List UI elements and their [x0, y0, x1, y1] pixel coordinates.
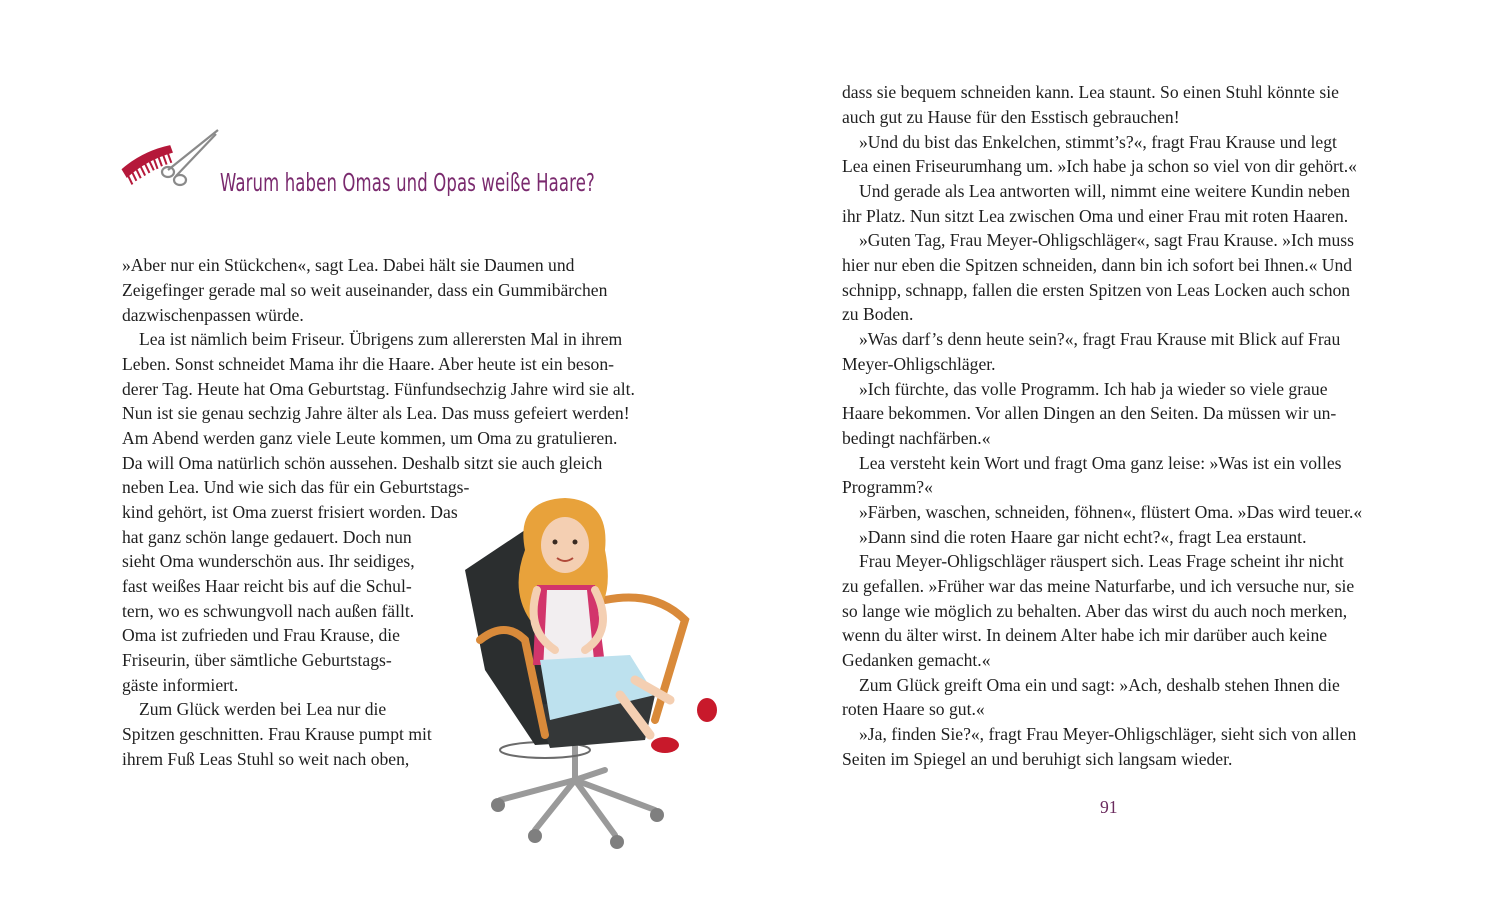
text-line: hat ganz schön lange gedauert. Doch nun	[122, 527, 412, 547]
text-line: Am Abend werden ganz viele Leute kommen, um Oma zu gratulieren.	[122, 428, 618, 448]
text-line: hier nur eben die Spitzen schneiden, dann bin ich sofort bei Ihnen.« Und	[842, 255, 1353, 275]
text-line: Zeigefinger gerade mal so weit auseinander, dass ein Gummibärchen	[122, 280, 608, 300]
comb-and-scissors-icon	[118, 126, 224, 188]
text-line: »Ja, finden Sie?«, fragt Frau Meyer-Ohligschläger, sieht sich von allen	[859, 724, 1357, 744]
text-line: »Was darf’s denn heute sein?«, fragt Frau Krause mit Blick auf Frau	[859, 329, 1341, 349]
text-line: zu gefallen. »Früher war das meine Naturfarbe, und ich versuche nur, sie	[842, 576, 1355, 596]
text-line: Spitzen geschnitten. Frau Krause pumpt mit	[122, 724, 432, 744]
text-line: Meyer-Ohligschläger.	[842, 354, 996, 374]
text-line: ihrem Fuß Leas Stuhl so weit nach oben,	[122, 749, 410, 769]
text-line: Frau Meyer-Ohligschläger räuspert sich. Leas Frage scheint ihr nicht	[859, 551, 1344, 571]
text-line: dazwischenpassen würde.	[122, 305, 304, 325]
text-line: »Aber nur ein Stückchen«, sagt Lea. Dabei hält sie Daumen und	[122, 255, 575, 275]
girl-on-salon-chair-illustration	[455, 490, 725, 860]
text-line: wenn du älter wirst. In deinem Alter habe ich mir darüber auch keine	[842, 625, 1328, 645]
text-line: Nun ist sie genau sechzig Jahre älter als Lea. Das muss gefeiert werden!	[122, 403, 630, 423]
text-line: Zum Glück werden bei Lea nur die	[139, 699, 387, 719]
text-line: fast weißes Haar reicht bis auf die Schul-	[122, 576, 412, 596]
text-line: tern, wo es schwungvoll nach außen fällt.	[122, 601, 415, 621]
text-line: Leben. Sonst schneidet Mama ihr die Haare. Aber heute ist ein beson-	[122, 354, 614, 374]
page-number: 91	[1100, 797, 1118, 817]
text-line: »Ich fürchte, das volle Programm. Ich hab ja wieder so viele graue	[859, 379, 1328, 399]
text-line: kind gehört, ist Oma zuerst frisiert worden. Das	[122, 502, 458, 522]
text-line: »Färben, waschen, schneiden, föhnen«, flüstert Oma. »Das wird teuer.«	[859, 502, 1363, 522]
text-line: Lea einen Friseurumhang um. »Ich habe ja schon so viel von dir gehört.«	[842, 156, 1357, 176]
text-line: Programm?«	[842, 477, 933, 497]
text-line: dass sie bequem schneiden kann. Lea staunt. So einen Stuhl könnte sie	[842, 82, 1339, 102]
text-line: Seiten im Spiegel an und beruhigt sich langsam wieder.	[842, 749, 1233, 769]
text-line: Und gerade als Lea antworten will, nimmt eine weitere Kundin neben	[859, 181, 1350, 201]
text-line: zu Boden.	[842, 304, 914, 324]
chapter-title: Warum haben Omas und Opas weiße Haare?	[220, 168, 595, 197]
text-line: gäste informiert.	[122, 675, 239, 695]
text-line: sieht Oma wunderschön aus. Ihr seidiges,	[122, 551, 415, 571]
text-line: Lea ist nämlich beim Friseur. Übrigens zum allerersten Mal in ihrem	[139, 329, 623, 349]
text-line: roten Haare so gut.«	[842, 699, 985, 719]
text-line: bedingt nachfärben.«	[842, 428, 991, 448]
text-line: »Und du bist das Enkelchen, stimmt’s?«, fragt Frau Krause und legt	[859, 132, 1337, 152]
text-line: Lea versteht kein Wort und fragt Oma ganz leise: »Was ist ein volles	[859, 453, 1342, 473]
text-line: Gedanken gemacht.«	[842, 650, 991, 670]
text-line: Friseurin, über sämtliche Geburtstags-	[122, 650, 392, 670]
text-line: Oma ist zufrieden und Frau Krause, die	[122, 625, 400, 645]
text-line: Da will Oma natürlich schön aussehen. Deshalb sitzt sie auch gleich	[122, 453, 603, 473]
text-line: auch gut zu Hause für den Esstisch gebrauchen!	[842, 107, 1180, 127]
text-line: Haare bekommen. Vor allen Dingen an den Seiten. Da müssen wir un-	[842, 403, 1337, 423]
text-line: so lange wie möglich zu behalten. Aber das wirst du auch noch merken,	[842, 601, 1348, 621]
text-line: derer Tag. Heute hat Oma Geburtstag. Fünfundsechzig Jahre wird sie alt.	[122, 379, 635, 399]
text-line: Zum Glück greift Oma ein und sagt: »Ach, deshalb stehen Ihnen die	[859, 675, 1340, 695]
text-line: ihr Platz. Nun sitzt Lea zwischen Oma und einer Frau mit roten Haaren.	[842, 206, 1349, 226]
text-line: »Guten Tag, Frau Meyer-Ohligschläger«, sagt Frau Krause. »Ich muss	[859, 230, 1354, 250]
text-line: neben Lea. Und wie sich das für ein Geburtstags-	[122, 477, 470, 497]
text-line: »Dann sind die roten Haare gar nicht echt?«, fragt Lea erstaunt.	[859, 527, 1307, 547]
text-line: schnipp, schnapp, fallen die ersten Spitzen von Leas Locken auch schon	[842, 280, 1351, 300]
